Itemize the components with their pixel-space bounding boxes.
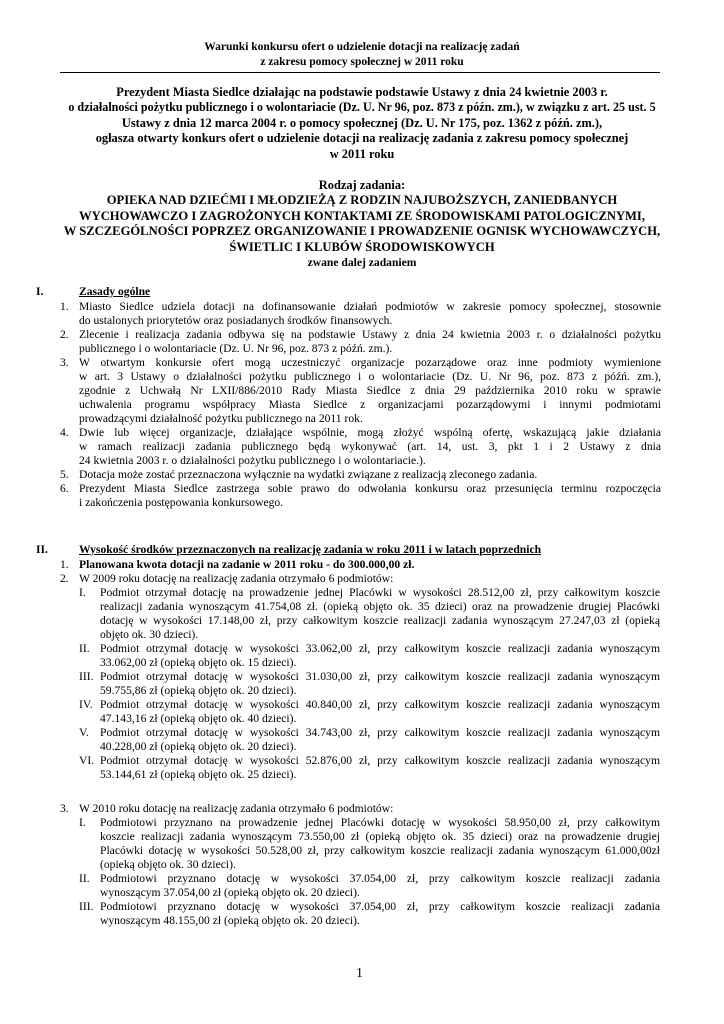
subitem-text-line: 40.228,00 zł (opieką objęto ok. 20 dzieci). [100, 740, 297, 753]
item-text-line: W 2010 roku dotację na realizację zadania otrzymało 6 podmiotów: [79, 802, 394, 815]
subitem-number: I. [79, 816, 86, 829]
item-number: 4. [60, 426, 69, 439]
item-text-line: w ramach realizacji zadania publicznego będą wykonywać (art. 14, ust. 3, pkt 1 i 2 Ustawy z dnia [79, 440, 661, 453]
subitem-number: II. [79, 642, 90, 655]
subitem-text-line: realizacji zadania wynoszącym 41.754,08 zł. (opieką objęto ok. 35 dzieci) oraz na prowadzenie drugiej Placówki [100, 600, 660, 613]
item-text-line: Miasto Siedlce udziela dotacji na dofinansowanie działań podmiotów w zakresie pomocy społecznej, stosownie [79, 300, 661, 313]
subitem-text-line: Podmiot otrzymał dotację w wysokości 40.840,00 zł, przy całkowitym koszcie realizacji zadania wynoszącym [100, 698, 660, 711]
subitem-text-line: koszcie realizacji zadania wynoszącym 73.550,00 zł (opieką objęto ok. 35 dzieci) oraz na prowadzenie drugiej [100, 830, 660, 843]
task-suffix: zwane dalej zadaniem [307, 256, 417, 270]
item-text-line: Dwie lub więcej organizacje, działające wspólnie, mogą złożyć wspólną ofertę, wskazującą jakie działania [79, 426, 661, 439]
subitem-number: IV. [79, 698, 93, 711]
item-text-line: uchwalenia programu współpracy Miasta Siedlce z organizacjami pozarządowymi i innymi podmiotami [79, 398, 661, 411]
item-number: 5. [60, 468, 69, 481]
subitem-number: VI. [79, 754, 95, 767]
subitem-number: III. [79, 670, 94, 683]
item-text-line: w art. 3 Ustawy o działalności pożytku publicznego i o wolontariacie (Dz. U. Nr 96, poz. 873 z późń. zm.), [79, 370, 661, 383]
item-text-line: W 2009 roku dotację na realizację zadania otrzymało 6 podmiotów: [79, 572, 394, 585]
subitem-text-line: Podmiot otrzymał dotację w wysokości 31.030,00 zł, przy całkowitym koszcie realizacji zadania wynoszącym [100, 670, 660, 683]
section-title: Zasady ogólne [79, 285, 151, 298]
subitem-number: V. [79, 726, 89, 739]
item-text-line: do ustalonych priorytetów oraz posiadanych środków finansowych. [79, 314, 393, 327]
section-number: II. [36, 543, 48, 556]
intro-line: Ustawy z dnia 12 marca 2004 r. o pomocy społecznej (Dz. U. Nr 175, poz. 1362 z późń. zm.), [121, 115, 603, 130]
task-line: WYCHOWAWCZO I ZAGROŻONYCH KONTAKTAMI ZE ŚRODOWISKAMI PATOLOGICZNYMI, [79, 208, 645, 223]
intro-line: o działalności pożytku publicznego i o wolontariacie (Dz. U. Nr 96, poz. 873 z późn. zm.), w związku z art. 25 ust. 5 [68, 100, 656, 115]
subitem-text-line: objęto ok. 30 dzieci). [100, 628, 199, 641]
subitem-text-line: dotację w wysokości 17.148,00 zł, przy całkowitym koszcie realizacji zadania wynoszącym 27.247,03 zł (opieką [100, 614, 660, 627]
task-line: OPIEKA NAD DZIEĆMI I MŁODZIEŻĄ Z RODZIN NAJUBOŻSZYCH, ZANIEDBANYCH [106, 193, 618, 208]
item-number: 2. [60, 328, 69, 341]
intro-paragraph [36, 85, 688, 162]
subitem-text-line: Podmiot otrzymał dotację w wysokości 34.743,00 zł, przy całkowitym koszcie realizacji zadania wynoszącym [100, 726, 660, 739]
subitem-number: III. [79, 900, 94, 913]
item-text-line: Dotacja może zostać przeznaczona wyłącznie na wydatki związane z realizacją zleconego zadania. [79, 468, 538, 481]
item-text-line: Zlecenie i realizacja zadania odbywa się na podstawie Ustawy z dnia 24 kwietnia 2003 r. o działalności pożytku [79, 328, 661, 341]
planned-amount: Planowana kwota dotacji na zadanie w 2011 roku - do 300.000,00 zł. [79, 558, 415, 571]
item-text-line: Prezydent Miasta Siedlce zastrzega sobie prawo do odwołania konkursu oraz przesunięcia terminu rozpoczęcia [79, 482, 661, 495]
subitem-text-line: Podmiot otrzymał dotację na prowadzenie jednej Placówki w wysokości 28.512,00 zł, przy całkowitym koszcie [100, 586, 660, 599]
subitem-text-line: Placówki dotację w wysokości 50.528,00 zł, przy całkowitym koszcie realizacji zadania wynoszącym 61.000,00zł [100, 844, 660, 857]
item-text-line: publicznego i o wolontariacie (Dz. U. Nr 96, poz. 873 z późń. zm.). [79, 342, 393, 355]
item-number: 2. [60, 572, 69, 585]
item-text-line: prowadzącymi działalność pożytku publicznego na 2011 rok. [79, 412, 363, 425]
item-text-line: i zakończenia postępowania konkursowego. [79, 496, 284, 509]
subitem-text-line: 47.143,16 zł (opieką objęto ok. 40 dzieci). [100, 712, 297, 725]
task-label: Rodzaj zadania: [318, 178, 406, 192]
intro-line: ogłasza otwarty konkurs ofert o udzielenie dotacji na realizację zadania z zakresu pomocy społecznej [95, 131, 629, 146]
header-line-1: Warunki konkursu ofert o udzielenie dotacji na realizację zadań [204, 41, 520, 53]
subitem-text-line: Podmiot otrzymał dotację w wysokości 33.062,00 zł, przy całkowitym koszcie realizacji zadania wynoszącym [100, 642, 660, 655]
item-number: 1. [60, 558, 69, 571]
page-number: 1 [356, 966, 363, 981]
subitem-text-line: 53.144,61 zł (opieką objęto ok. 25 dzieci). [100, 768, 297, 781]
subitem-text-line: wynoszącym 48.155,00 zł (opieką objęto ok. 20 dzieci). [100, 914, 360, 927]
intro-line: Prezydent Miasta Siedlce działając na podstawie podstawie Ustawy z dnia 24 kwietnie 2003 r. [116, 85, 608, 99]
item-text-line: W otwartym konkursie ofert mogą uczestniczyć organizacje pozarządowe oraz inne podmioty wymienione [79, 356, 661, 369]
section-title: Wysokość środków przeznaczonych na realizację zadania w roku 2011 i w latach poprzednich [79, 543, 542, 556]
item-text-line: zgodnie z Uchwałą Nr LXII/886/2010 Rady Miasta Siedlce z dnia 29 października 2010 roku w sprawie [79, 384, 661, 397]
subitem-text-line: Podmiotowi przyznano dotację w wysokości 37.054,00 zł, przy całkowitym koszcie realizacji zadania [100, 872, 660, 885]
subitem-number: II. [79, 872, 90, 885]
intro-line: w 2011 roku [329, 146, 395, 161]
item-number: 3. [60, 802, 69, 815]
subitem-text-line: 59.755,86 zł (opieką objęto ok. 20 dzieci). [100, 684, 297, 697]
task-line: W SZCZEGÓLNOŚCI POPRZEZ ORGANIZOWANIE I PROWADZENIE OGNISK WYCHOWAWCZYCH, [63, 224, 661, 239]
subitem-number: I. [79, 586, 86, 599]
subitem-text-line: 33.062,00 zł (opieką objęto ok. 15 dzieci). [100, 656, 297, 669]
header-line-2: z zakresu pomocy społecznej w 2011 roku [260, 56, 464, 68]
subitem-text-line: Podmiot otrzymał dotację w wysokości 52.876,00 zł, przy całkowitym koszcie realizacji zadania wynoszącym [100, 754, 660, 767]
subitem-text-line: Podmiotowi przyznano dotację w wysokości 37.054,00 zł, przy całkowitym koszcie realizacji zadania [100, 900, 660, 913]
item-number: 1. [60, 300, 69, 313]
task-line: ŚWIETLIC I KLUBÓW ŚRODOWISKOWYCH [229, 239, 495, 254]
section-number: I. [36, 285, 44, 298]
item-text-line: 24 kwietnia 2003 r. o działalności pożytku publicznego i o wolontariacie.). [79, 454, 426, 467]
item-number: 3. [60, 356, 69, 369]
task-block [36, 178, 688, 270]
subitem-text-line: (opieką objęto ok. 30 dzieci). [100, 858, 236, 871]
header-rule [60, 72, 660, 73]
item-number: 6. [60, 482, 69, 495]
subitem-text-line: Podmiotowi przyznano na prowadzenie jednej Placówki dotację w wysokości 58.950,00 zł, przy całkowitym [100, 816, 660, 829]
subitem-text-line: wynoszącym 37.054,00 zł (opieką objęto ok. 20 dzieci). [100, 886, 360, 899]
